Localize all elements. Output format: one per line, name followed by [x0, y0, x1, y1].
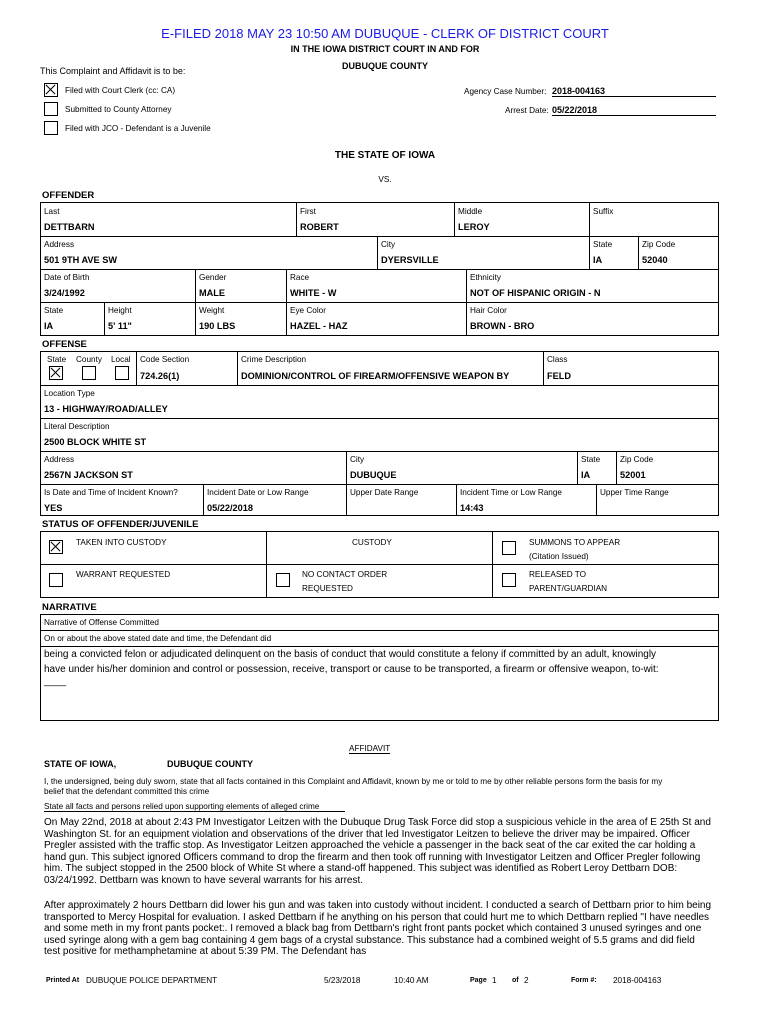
incident-address-label: Address — [44, 455, 75, 464]
sworn-statement-2: belief that the defendant committed this crime — [44, 787, 210, 796]
facts-label: State all facts and persons relied upon supporting elements of alleged crime — [44, 802, 345, 812]
summons-label: SUMMONS TO APPEAR — [529, 538, 621, 547]
last-name-label: Last — [44, 207, 60, 216]
court-line-1: IN THE IOWA DISTRICT COURT IN AND FOR — [290, 44, 480, 54]
parent-guardian-label: PARENT/GUARDIAN — [529, 584, 608, 593]
affidavit-p1-line: Washington St. for an equipment violation and observations of the driver that led Investigator Leitzen to believe the driver may be impaired. Officer — [44, 828, 690, 840]
form-label: Form #: — [571, 977, 597, 984]
status-section-title: STATUS OF OFFENDER/JUVENILE — [42, 519, 199, 530]
page-label: Page — [470, 977, 487, 984]
summons-sub-label: (Citation Issued) — [529, 552, 589, 561]
last-name-value: DETTBARN — [44, 222, 95, 232]
efiled-stamp: E-FILED 2018 MAY 23 10:50 AM DUBUQUE - CLERK OF DISTRICT COURT — [161, 26, 609, 41]
offense-state-checkbox[interactable] — [49, 366, 63, 380]
offender-zip-value: 52040 — [642, 255, 668, 265]
weight-value: 190 LBS — [199, 321, 236, 331]
narrative-committed-label: Narrative of Offense Committed — [44, 618, 159, 627]
taken-into-custody-label: TAKEN INTO CUSTODY — [76, 538, 167, 547]
incident-time-label: Incident Time or Low Range — [460, 488, 562, 497]
hair-color-value: BROWN - BRO — [470, 321, 535, 331]
incident-city-value: DUBUQUE — [350, 470, 397, 480]
filed-with-clerk-checkbox[interactable] — [44, 83, 58, 97]
affidavit-p2-line: and some meth in my front pants pocket:. I removed a black bag from Dettbarn's right front pants pocket which contained 3 unused syringes and one — [44, 923, 702, 935]
released-to-label: RELEASED TO — [529, 570, 587, 579]
dob-label: Date of Birth — [44, 273, 90, 282]
incident-state-label: State — [581, 455, 601, 464]
crime-description-label: Crime Description — [241, 355, 307, 364]
affidavit-p2-line: used syringe along with a gem bag containing 4 gem bags of a crystal substance. This substance had a combined weight of 5.5 grams and did field — [44, 934, 695, 946]
incident-zip-label: Zip Code — [620, 455, 654, 464]
upper-date-label: Upper Date Range — [350, 488, 419, 497]
submitted-county-attorney-label: Submitted to County Attorney — [65, 105, 172, 114]
ethnicity-value: NOT OF HISPANIC ORIGIN - N — [470, 288, 601, 298]
offender-city-label: City — [381, 240, 396, 249]
dl-state-label: State — [44, 306, 64, 315]
affidavit-p1-line: On May 22nd, 2018 at about 2:43 PM Investigator Leitzen with the Dubuque Drug Task Force did stop a suspicious vehicle in the area of E 25th St and — [44, 817, 711, 828]
warrant-requested-checkbox[interactable] — [49, 573, 63, 587]
released-to-parent-checkbox[interactable] — [502, 573, 516, 587]
print-time: 10:40 AM — [394, 976, 429, 985]
arrest-date-value: 05/22/2018 — [552, 105, 716, 116]
affidavit-paragraph-2 — [44, 900, 711, 958]
middle-name-label: Middle — [458, 207, 483, 216]
offender-zip-label: Zip Code — [642, 240, 676, 249]
print-date: 5/23/2018 — [324, 976, 361, 985]
suffix-label: Suffix — [593, 207, 614, 216]
custody-label: CUSTODY — [352, 538, 392, 547]
narrative-line-2: have under his/her dominion and control or possession, receive, transport or cause to be transported, a firearm or offensive weapon, to-wit: — [44, 664, 659, 675]
height-value: 5' 11" — [108, 321, 132, 331]
literal-description-value: 2500 BLOCK WHITE ST — [44, 437, 147, 447]
no-contact-order-label: NO CONTACT ORDER — [302, 570, 388, 579]
offender-address-value: 501 9TH AVE SW — [44, 255, 118, 265]
offense-county-checkbox[interactable] — [82, 366, 96, 380]
of-label: of — [512, 977, 519, 984]
offender-city-value: DYERSVILLE — [381, 255, 439, 265]
sworn-statement-1: I, the undersigned, being duly sworn, state that all facts contained in this Complaint and Affidavit, known by me or told to me by other reliable persons form the basis for my — [44, 777, 663, 786]
literal-description-label: Literal Description — [44, 422, 110, 431]
eye-color-label: Eye Color — [290, 306, 326, 315]
code-section-value: 724.26(1) — [140, 371, 180, 381]
affidavit-p1-line: Pregler assisted with the traffic stop. As Investigator Leitzen approached the vehicle a passenger in the back seat of the car exited the car holding a — [44, 840, 696, 852]
code-section-label: Code Section — [140, 355, 190, 364]
weight-label: Weight — [199, 306, 225, 315]
offender-state-value: IA — [593, 255, 603, 265]
class-value: FELD — [547, 371, 571, 381]
offense-county-label: County — [76, 355, 102, 364]
form-number: 2018-004163 — [613, 976, 662, 985]
hair-color-label: Hair Color — [470, 306, 507, 315]
height-label: Height — [108, 306, 132, 315]
narrative-intro: On or about the above stated date and time, the Defendant did — [44, 634, 272, 643]
court-line-2: DUBUQUE COUNTY — [341, 61, 428, 71]
offense-local-checkbox[interactable] — [115, 366, 129, 380]
crime-description-value: DOMINION/CONTROL OF FIREARM/OFFENSIVE WEAPON BY — [241, 371, 510, 381]
no-contact-order-sub-label: REQUESTED — [302, 584, 353, 593]
affidavit-p1-line: hand gun. This subject ignored Officers command to drop the firearm and then took off running with Investigator Leitzen and Officer Pregler following — [44, 851, 701, 863]
offense-section-title: OFFENSE — [42, 339, 87, 350]
taken-into-custody-checkbox[interactable] — [49, 540, 63, 554]
ethnicity-label: Ethnicity — [470, 273, 501, 282]
gender-value: MALE — [199, 288, 226, 298]
date-known-value: YES — [44, 503, 63, 513]
affidavit-title: AFFIDAVIT — [349, 744, 391, 753]
state-title: THE STATE OF IOWA — [334, 150, 436, 161]
middle-name-value: LEROY — [458, 222, 490, 232]
filed-with-jco-checkbox[interactable] — [44, 121, 58, 135]
affidavit-state: STATE OF IOWA, — [44, 759, 117, 769]
offender-section-title: OFFENDER — [42, 190, 95, 201]
arrest-date-label: Arrest Date: — [505, 106, 549, 115]
dl-state-value: IA — [44, 321, 54, 331]
eye-color-value: HAZEL - HAZ — [290, 321, 348, 331]
narrative-line-1: being a convicted felon or adjudicated delinquent on the basis of conduct that would constitute a felony if committed by an adult, knowingly — [44, 649, 657, 660]
submitted-county-attorney-checkbox[interactable] — [44, 102, 58, 116]
incident-state-value: IA — [581, 470, 591, 480]
filed-with-clerk-label: Filed with Court Clerk (cc: CA) — [65, 86, 176, 95]
dob-value: 3/24/1992 — [44, 288, 85, 298]
printed-at-value: DUBUQUE POLICE DEPARTMENT — [86, 976, 218, 985]
affidavit-p1-line: 03/24/1992. Dettbarn was known to have several warrants for his arrest. — [44, 874, 364, 886]
affidavit-p2-line: transported to Mercy Hospital for evaluation. I asked Dettbarn if he anything on his person that could hurt me to which Dettbarn replied "I have needles — [44, 911, 710, 923]
location-type-label: Location Type — [44, 389, 95, 398]
narrative-line-3: ____ — [44, 676, 67, 687]
first-name-value: ROBERT — [300, 222, 339, 232]
incident-time-value: 14:43 — [460, 503, 484, 513]
offender-address-label: Address — [44, 240, 75, 249]
upper-time-label: Upper Time Range — [600, 488, 669, 497]
affidavit-p2-line: After approximately 2 hours Dettbarn did lower his gun and was taken into custody without incident. I conducted a search of Dettbarn prior to him being — [44, 900, 712, 911]
class-label: Class — [547, 355, 568, 364]
summons-checkbox[interactable] — [502, 541, 516, 555]
affidavit-p1-line: him. The subject stopped in the 2500 block of White St where a stand-off happened. This subject was identified as Robert Leroy Dettbarn DOB: — [44, 863, 678, 875]
race-value: WHITE - W — [290, 288, 337, 298]
no-contact-order-checkbox[interactable] — [276, 573, 290, 587]
affidavit-p2-line: test positive for methamphetamine at about 5:39 PM. The Defendant has — [44, 946, 367, 958]
incident-zip-value: 52001 — [620, 470, 646, 480]
agency-case-label: Agency Case Number: — [464, 87, 547, 96]
agency-case-value: 2018-004163 — [552, 86, 716, 97]
incident-date-value: 05/22/2018 — [207, 503, 253, 513]
page-number: 1 — [492, 976, 497, 985]
warrant-requested-label: WARRANT REQUESTED — [76, 570, 171, 579]
affidavit-county: DUBUQUE COUNTY — [167, 759, 254, 769]
affidavit-paragraph-1 — [44, 817, 711, 887]
first-name-label: First — [300, 207, 316, 216]
gender-label: Gender — [199, 273, 227, 282]
filed-with-jco-label: Filed with JCO - Defendant is a Juvenile — [65, 124, 211, 133]
race-label: Race — [290, 273, 310, 282]
date-known-label: Is Date and Time of Incident Known? — [44, 488, 178, 497]
offense-state-label: State — [47, 355, 67, 364]
complaint-intro: This Complaint and Affidavit is to be: — [40, 66, 186, 76]
page-total: 2 — [524, 976, 529, 985]
vs-text: VS. — [378, 175, 392, 184]
incident-address-value: 2567N JACKSON ST — [44, 470, 133, 480]
incident-date-label: Incident Date or Low Range — [207, 488, 309, 497]
location-type-value: 13 - HIGHWAY/ROAD/ALLEY — [44, 404, 168, 414]
offense-local-label: Local — [111, 355, 131, 364]
incident-city-label: City — [350, 455, 365, 464]
offender-state-label: State — [593, 240, 613, 249]
printed-at-label: Printed At — [46, 977, 80, 984]
narrative-section-title: NARRATIVE — [42, 602, 97, 613]
